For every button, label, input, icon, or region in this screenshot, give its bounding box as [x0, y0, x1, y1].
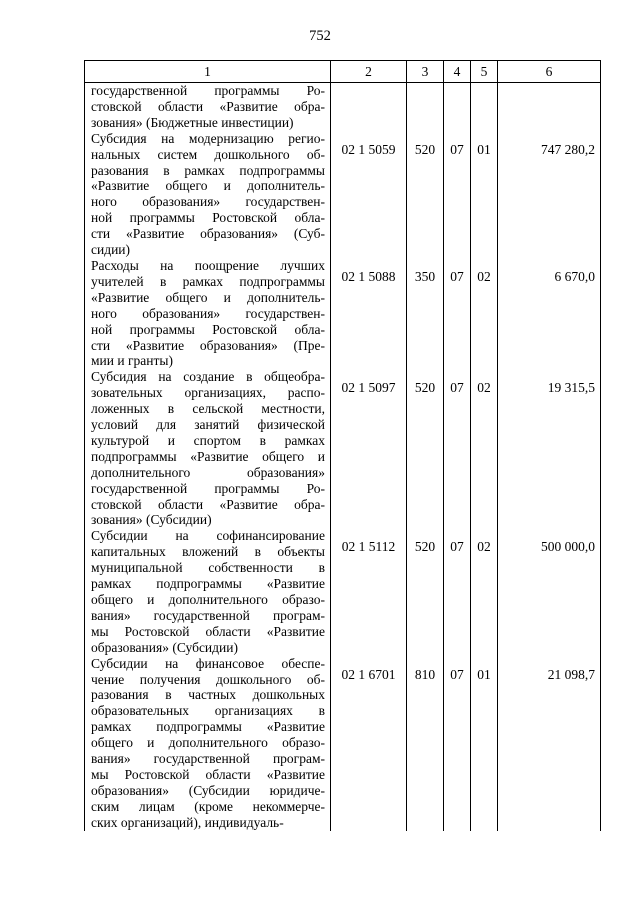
description-line: ного образования» государствен- [91, 194, 325, 210]
amount-value: 21 098,7 [498, 656, 601, 831]
amount-value: 747 280,2 [498, 131, 601, 258]
table-row [85, 656, 601, 831]
description-line: общего и дополнительного образо- [91, 592, 325, 607]
description-line: учителей в рамках подпрограммы [91, 273, 325, 289]
description-line: дополнительного образования» [91, 464, 325, 480]
description-line: «Развитие общего и дополнитель- [91, 289, 325, 305]
subsection-code: 02 [471, 528, 498, 655]
description-line: нальных систем дошкольного об- [91, 146, 325, 162]
description-line: Субсидии на финансовое обеспе- [91, 655, 325, 671]
description-line: сидии) [91, 242, 131, 258]
subsection-code: 01 [471, 656, 498, 831]
table-body [85, 83, 601, 831]
expense-type-code: 520 [407, 528, 444, 655]
description-line: ного образования» государствен- [91, 305, 325, 321]
description-line: чение получения дошкольного об- [91, 671, 325, 687]
description-line: Субсидии на софинансирование [91, 528, 325, 544]
description-line: мии и гранты) [91, 353, 173, 369]
section-code: 07 [444, 258, 471, 369]
description-line: государственной программы Ро- [91, 480, 325, 496]
target-article-code: 02 1 5088 [331, 258, 407, 369]
amount-value [498, 83, 601, 131]
description-line: государственной программы Ро- [91, 83, 325, 98]
description-line: зовательных организациях, распо- [91, 385, 325, 401]
subsection-code: 02 [471, 369, 498, 528]
table-row [85, 258, 601, 369]
row-description [85, 369, 331, 528]
column-header-6: 6 [498, 61, 601, 83]
description-line: образования» (Субсидии юридиче- [91, 782, 325, 798]
description-line: образовательных организациях в [91, 703, 325, 719]
target-article-code: 02 1 5112 [331, 528, 407, 655]
amount-value: 500 000,0 [498, 528, 601, 655]
description-line: мы Ростовской области «Развитие [91, 766, 325, 782]
description-line: сти «Развитие образования» (Суб- [91, 226, 325, 242]
expense-type-code: 520 [407, 131, 444, 258]
description-line: сти «Развитие образования» (Пре- [91, 337, 325, 353]
description-line: вания» государственной програм- [91, 607, 325, 623]
section-code: 07 [444, 131, 471, 258]
column-header-2: 2 [331, 61, 407, 83]
column-header-1: 1 [85, 61, 331, 83]
row-description [85, 528, 331, 655]
section-code [444, 83, 471, 131]
description-line: разования в частных дошкольных [91, 687, 325, 703]
subsection-code: 01 [471, 131, 498, 258]
description-line: образования» (Субсидии) [91, 639, 238, 655]
description-line: ложенных в сельской местности, [91, 401, 325, 417]
description-line: ским лицам (кроме некоммерче- [91, 798, 325, 814]
table-row [85, 528, 601, 655]
target-article-code [331, 83, 407, 131]
row-description [85, 656, 331, 831]
expense-type-code: 810 [407, 656, 444, 831]
description-line: Расходы на поощрение лучших [91, 257, 325, 273]
page-number: 752 [309, 28, 331, 44]
target-article-code: 02 1 5059 [331, 131, 407, 258]
description-line: мы Ростовской области «Развитие [91, 623, 325, 639]
expense-type-code: 350 [407, 258, 444, 369]
description-line: зования» (Субсидии) [91, 512, 212, 528]
row-description [85, 258, 331, 369]
description-line: Субсидия на модернизацию регио- [91, 130, 325, 146]
row-description [85, 83, 331, 131]
description-line: ной программы Ростовской обла- [91, 210, 325, 226]
column-header-4: 4 [444, 61, 471, 83]
row-description [85, 131, 331, 258]
expense-type-code [407, 83, 444, 131]
column-header-3: 3 [407, 61, 444, 83]
description-line: стовской области «Развитие обра- [91, 98, 325, 114]
description-line: условий для занятий физической [91, 417, 325, 433]
description-line: ной программы Ростовской обла- [91, 321, 325, 337]
amount-value: 19 315,5 [498, 369, 601, 528]
column-header-5: 5 [471, 61, 498, 83]
description-line: подпрограммы «Развитие общего и [91, 448, 325, 464]
amount-value: 6 670,0 [498, 258, 601, 369]
description-line: ских организаций), индивидуаль- [91, 814, 284, 830]
budget-table [84, 60, 601, 831]
subsection-code: 02 [471, 258, 498, 369]
description-line: стовской области «Развитие обра- [91, 496, 325, 512]
table-row [85, 369, 601, 528]
description-line: рамках подпрограммы «Развитие [91, 576, 325, 592]
header-row [85, 61, 601, 83]
target-article-code: 02 1 6701 [331, 656, 407, 831]
table-row [85, 83, 601, 131]
description-line: разования в рамках подпрограммы [91, 162, 325, 178]
description-line: рамках подпрограммы «Развитие [91, 719, 325, 735]
description-line: Субсидия на создание в общеобра- [91, 369, 325, 385]
description-line: общего и дополнительного образо- [91, 735, 325, 751]
description-line: вания» государственной програм- [91, 751, 325, 767]
subsection-code [471, 83, 498, 131]
description-line: «Развитие общего и дополнитель- [91, 178, 325, 194]
target-article-code: 02 1 5097 [331, 369, 407, 528]
description-line: зования» (Бюджетные инвестиции) [91, 114, 294, 130]
description-line: муниципальной собственности в [91, 560, 325, 576]
description-line: культурой и спортом в рамках [91, 432, 325, 448]
section-code: 07 [444, 656, 471, 831]
section-code: 07 [444, 528, 471, 655]
table-row [85, 131, 601, 258]
description-line: капитальных вложений в объекты [91, 544, 325, 560]
section-code: 07 [444, 369, 471, 528]
expense-type-code: 520 [407, 369, 444, 528]
